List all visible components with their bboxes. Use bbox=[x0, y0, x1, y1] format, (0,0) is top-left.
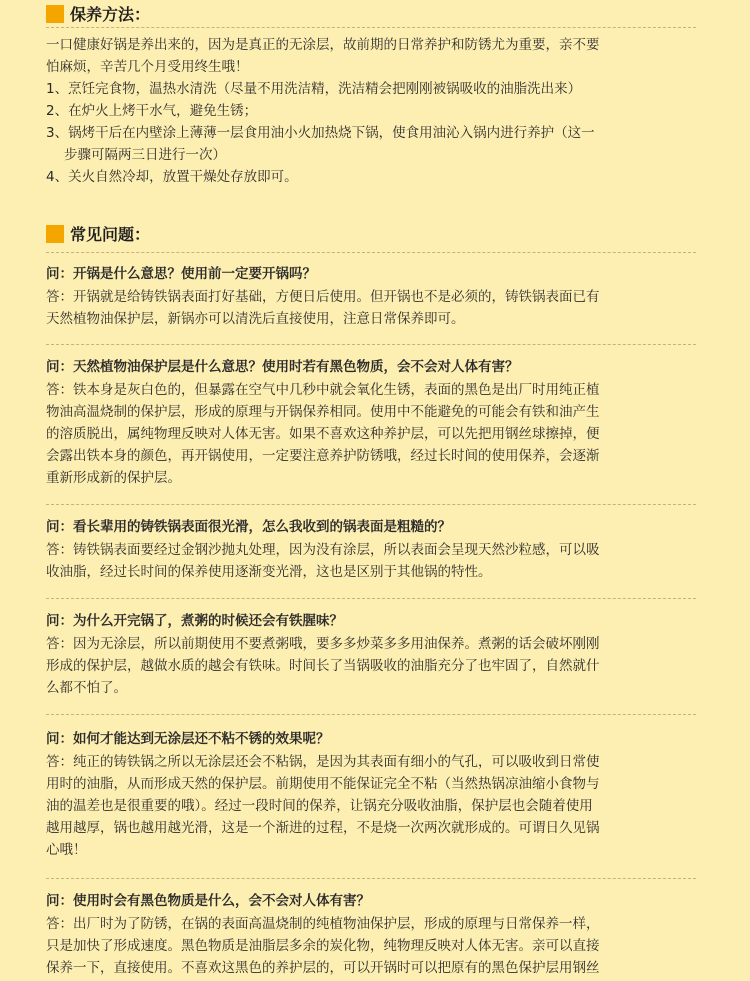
answer-line: 答：出厂时为了防锈，在锅的表面高温烧制的纯植物油保护层，形成的原理与日常保养一样， bbox=[46, 916, 600, 932]
care-line: 1、烹饪完食物，温热水清洗（尽量不用洗洁精，洗洁精会把刚刚被锅吸收的油脂洗出来） bbox=[46, 81, 582, 97]
orange-square-icon bbox=[46, 5, 64, 23]
answer-line: 答：铁本身是灰白色的，但暴露在空气中几秒中就会氧化生锈，表面的黑色是出厂时用纯正植 bbox=[46, 382, 600, 398]
answer-line: 的溶质脱出，属纯物理反映对人体无害。如果不喜欢这种养护层，可以先把用钢丝球擦掉，便 bbox=[46, 426, 600, 442]
faq-answer bbox=[46, 286, 706, 330]
answer-line: 心哦！ bbox=[46, 842, 87, 858]
care-line: 怕麻烦，辛苦几个月受用终生哦！ bbox=[46, 59, 249, 75]
divider bbox=[46, 252, 696, 253]
faq-heading-text: 常见问题： bbox=[70, 225, 151, 244]
divider bbox=[46, 504, 696, 505]
divider bbox=[46, 878, 696, 879]
answer-line: 用时的油脂，从而形成天然的保护层。前期使用不能保证完全不粘（当然热锅凉油缩小食物与 bbox=[46, 776, 600, 792]
answer-line: 只是加快了形成速度。黑色物质是油脂层多余的炭化物，纯物理反映对人体无害。亲可以直接 bbox=[46, 938, 600, 954]
care-line: 3、锅烤干后在内壁涂上薄薄一层食用油小火加热烧下锅，使食用油沁入锅内进行养护（这一 bbox=[46, 125, 595, 141]
orange-square-icon bbox=[46, 225, 64, 243]
faq-question: 问：使用时会有黑色物质是什么，会不会对人体有害？ bbox=[46, 893, 370, 909]
answer-line: 重新形成新的保护层。 bbox=[46, 470, 181, 486]
divider bbox=[46, 27, 696, 28]
answer-line: 越用越厚，锅也越用越光滑，这是一个渐进的过程，不是烧一次两次就形成的。可谓日久见锅 bbox=[46, 820, 600, 836]
faq-question: 问：天然植物油保护层是什么意思？使用时若有黑色物质，会不会对人体有害？ bbox=[46, 359, 519, 375]
answer-line: 答：铸铁锅表面要经过金钢沙抛丸处理，因为没有涂层，所以表面会呈现天然沙粒感，可以吸 bbox=[46, 542, 600, 558]
faq-answer bbox=[46, 913, 706, 979]
answer-line: 油的温差也是很重要的哦）。经过一段时间的保养，让锅充分吸收油脂，保护层也会随着使用 bbox=[46, 798, 593, 814]
care-section-heading bbox=[46, 2, 150, 25]
faq-answer bbox=[46, 379, 706, 489]
answer-line: 物油高温烧制的保护层，形成的原理与开锅保养相同。使用中不能避免的可能会有铁和油产生 bbox=[46, 404, 600, 420]
answer-line: 形成的保护层，越做水质的越会有铁味。时间长了当锅吸收的油脂充分了也牢固了，自然就什 bbox=[46, 658, 600, 674]
divider bbox=[46, 714, 696, 715]
answer-line: 答：因为无涂层，所以前期使用不要煮粥哦，要多多炒菜多多用油保养。煮粥的话会破坏刚刚 bbox=[46, 636, 600, 652]
answer-line: 会露出铁本身的颜色，再开锅使用，一定要注意养护防锈哦，经过长时间的使用保养，会逐渐 bbox=[46, 448, 600, 464]
care-heading-text: 保养方法： bbox=[70, 5, 151, 24]
answer-line: 保养一下，直接使用。不喜欢这黑色的养护层的，可以开锅时可以把原有的黑色保护层用钢丝 bbox=[46, 960, 600, 976]
answer-line: 答：开锅就是给铸铁锅表面打好基础，方便日后使用。但开锅也不是必须的，铸铁锅表面已有 bbox=[46, 289, 600, 305]
divider bbox=[46, 344, 696, 345]
answer-line: 天然植物油保护层，新锅亦可以清洗后直接使用，注意日常保养即可。 bbox=[46, 311, 465, 327]
faq-section-heading bbox=[46, 222, 150, 245]
faq-answer bbox=[46, 751, 706, 861]
faq-question: 问：开锅是什么意思？使用前一定要开锅吗？ bbox=[46, 266, 316, 282]
care-line: 步骤可隔两三日进行一次） bbox=[64, 147, 226, 163]
faq-question: 问：如何才能达到无涂层还不粘不锈的效果呢？ bbox=[46, 731, 330, 747]
care-line: 4、关火自然冷却，放置干燥处存放即可。 bbox=[46, 169, 298, 185]
answer-line: 么都不怕了。 bbox=[46, 680, 127, 696]
care-instructions bbox=[46, 34, 706, 188]
faq-question: 问：看长辈用的铸铁锅表面很光滑，怎么我收到的锅表面是粗糙的？ bbox=[46, 519, 451, 535]
faq-answer bbox=[46, 539, 706, 583]
answer-line: 答：纯正的铸铁锅之所以无涂层还会不粘锅，是因为其表面有细小的气孔，可以吸收到日常使 bbox=[46, 754, 600, 770]
faq-answer bbox=[46, 633, 706, 699]
care-line: 一口健康好锅是养出来的，因为是真正的无涂层，故前期的日常养护和防锈尤为重要，亲不要 bbox=[46, 37, 600, 53]
care-line: 2、在炉火上烤干水气，避免生锈； bbox=[46, 103, 258, 119]
answer-line: 收油脂，经过长时间的保养使用逐渐变光滑，这也是区别于其他锅的特性。 bbox=[46, 564, 492, 580]
faq-question: 问：为什么开完锅了，煮粥的时候还会有铁腥味？ bbox=[46, 613, 343, 629]
divider bbox=[46, 598, 696, 599]
